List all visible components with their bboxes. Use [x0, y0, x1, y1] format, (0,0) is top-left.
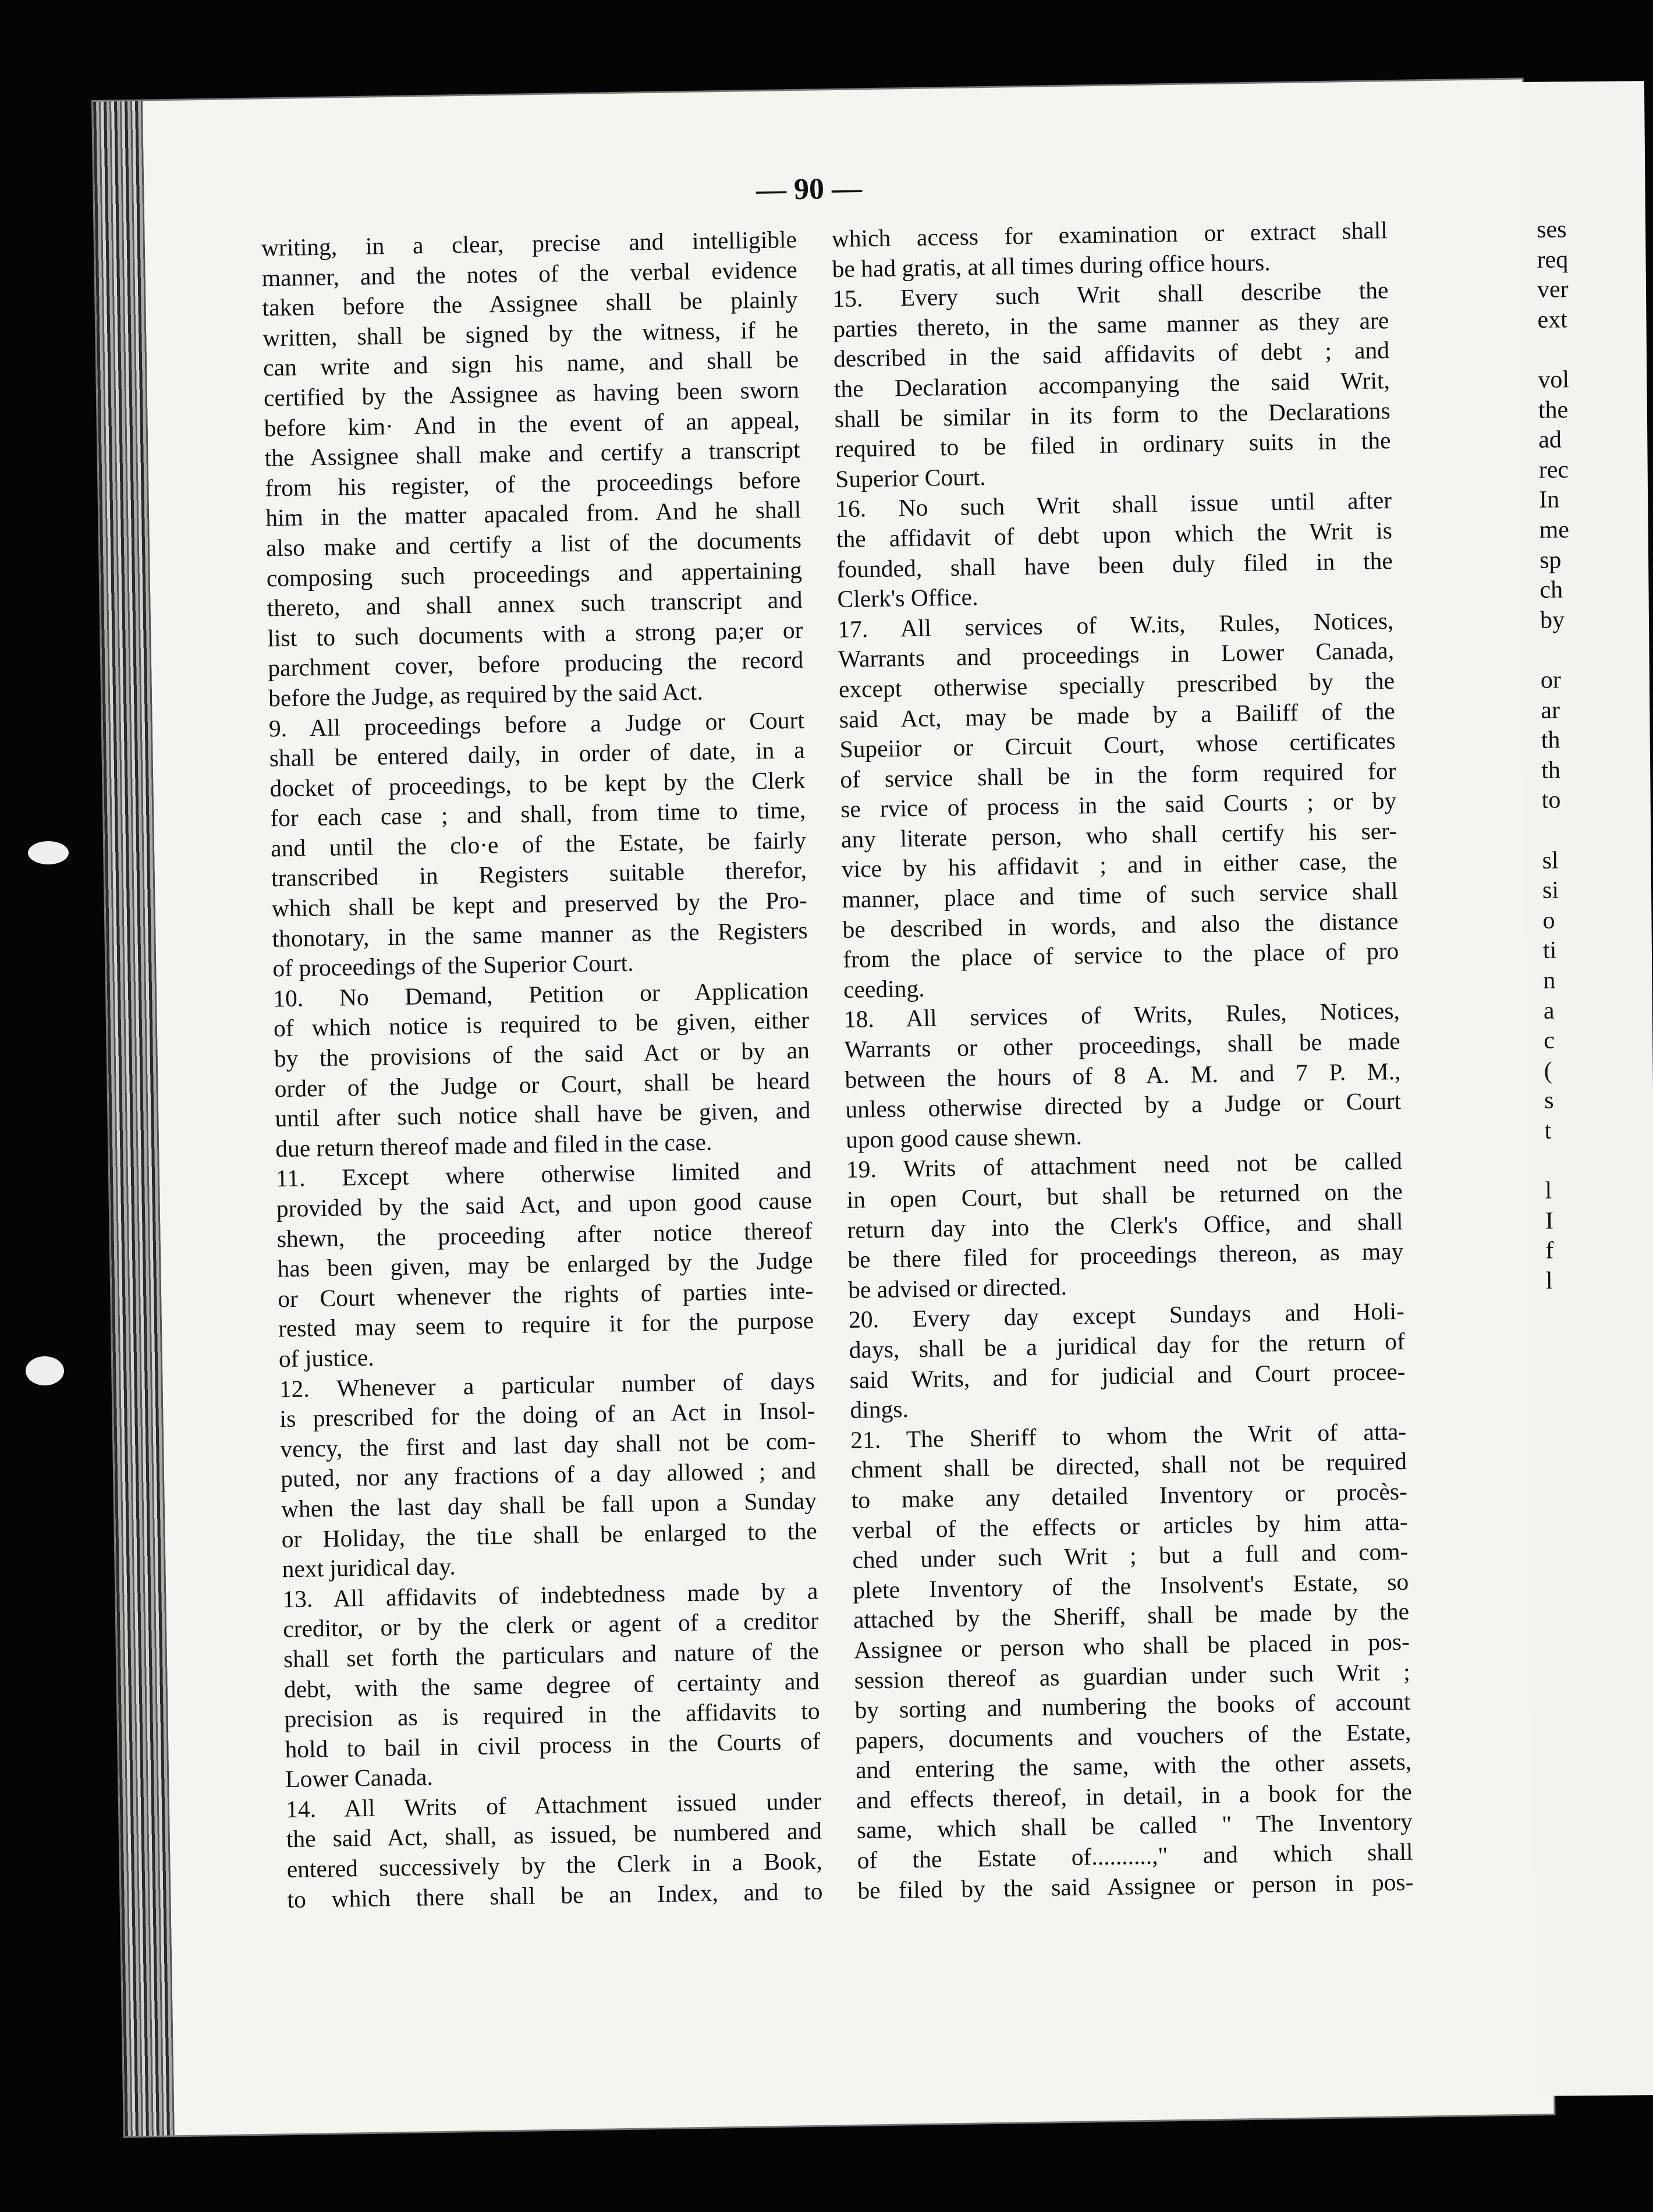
- text-line: se rvice of process in the said Courts ; or by: [840, 787, 1397, 823]
- text-line: parties thereto, in the same manner as they are: [832, 306, 1389, 342]
- paper-speck: [28, 841, 69, 864]
- text-line: be described in words, and also the distance: [842, 907, 1399, 943]
- book-page: [93, 79, 1554, 2136]
- text-line: transcribed in Registers suitable therefor,: [271, 856, 807, 892]
- text-line: of which notice is required to be given, either: [273, 1006, 810, 1042]
- facing-page-fragment: f: [1545, 1237, 1554, 1265]
- facing-page-fragment: n: [1543, 967, 1556, 994]
- text-line: any literate person, who shall certify his ser-: [840, 817, 1397, 853]
- text-line: creditor, or by the clerk or agent of a creditor: [282, 1607, 819, 1643]
- text-line: Superior Court.: [835, 463, 986, 492]
- text-line: 19. Writs of attachment need not be called: [846, 1147, 1403, 1183]
- text-line: of the Estate of..........," and which shall: [857, 1838, 1413, 1874]
- text-line: and effects thereof, in detail, in a book for the: [856, 1778, 1413, 1814]
- facing-page-fragment: vol: [1538, 366, 1570, 394]
- text-line: 12. Whenever a particular number of days: [279, 1367, 815, 1402]
- facing-page-fragment: or: [1540, 667, 1562, 694]
- text-line: the affidavit of debt upon which the Writ is: [836, 516, 1393, 552]
- text-line: Warrants and proceedings in Lower Canada,: [838, 637, 1395, 673]
- text-line: thereto, and shall annex such transcript and: [267, 586, 803, 622]
- facing-page-fragment: In: [1538, 486, 1560, 514]
- text-line: precision as is required in the affidavits to: [284, 1697, 820, 1733]
- text-line: in open Court, but shall be returned on the: [846, 1177, 1403, 1213]
- facing-page-fragment: (: [1544, 1057, 1552, 1084]
- text-line: be filed by the said Assignee or person in pos-: [857, 1868, 1414, 1904]
- facing-page-fragment: ext: [1537, 306, 1567, 334]
- text-line: the Declaration accompanying the said Writ,: [833, 367, 1390, 403]
- text-line: when the last day shall be fall upon a Sunday: [281, 1487, 817, 1523]
- text-line: next juridical day.: [282, 1552, 456, 1583]
- text-line: is prescribed for the doing of an Act in Insol-: [279, 1396, 815, 1433]
- text-line: list to such documents with a strong pa;er or: [267, 616, 803, 652]
- paper-speck: [26, 1356, 64, 1385]
- text-line: Warrants or other proceedings, shall be made: [844, 1027, 1400, 1063]
- text-line: before kim· And in the event of an appeal,: [264, 406, 800, 442]
- text-line: be advised or directed.: [847, 1272, 1067, 1303]
- text-line: between the hours of 8 A. M. and 7 P. M.,: [845, 1057, 1401, 1093]
- text-line: ched under such Writ ; but a full and com-: [852, 1537, 1409, 1573]
- text-line: shall set forth the particulars and nature of the: [283, 1637, 820, 1673]
- text-line: thonotary, in the same manner as the Registers: [272, 916, 808, 952]
- text-line: of justice.: [278, 1343, 374, 1373]
- facing-page-fragment: t: [1544, 1117, 1552, 1144]
- facing-page-fragment: ti: [1542, 937, 1557, 965]
- text-line: from the place of service to the place of pro: [842, 937, 1399, 973]
- text-line: said Writs, and for judicial and Court procee-: [849, 1357, 1406, 1394]
- text-line: 16. No such Writ shall issue until after: [835, 487, 1392, 523]
- text-line: rested may seem to require it for the purpose: [278, 1307, 814, 1342]
- text-line: 21. The Sheriff to whom the Writ of atta-: [850, 1417, 1407, 1454]
- text-line: described in the said affidavits of debt ; and: [833, 336, 1390, 373]
- text-line: be had gratis, at all times during office hours.: [832, 248, 1271, 282]
- page-number: — 90 —: [755, 172, 863, 207]
- text-line: writing, in a clear, precise and intelligible: [261, 226, 797, 261]
- facing-page-fragment: s: [1544, 1087, 1554, 1115]
- text-line: manner, place and time of such service shall: [842, 877, 1398, 913]
- text-line: Supeiior or Circuit Court, whose certificates: [839, 727, 1396, 763]
- text-line: papers, documents and vouchers of the Estate,: [855, 1718, 1411, 1754]
- text-line: upon good cause shewn.: [845, 1122, 1083, 1153]
- text-line: until after such notice shall have be given, and: [275, 1097, 811, 1132]
- text-line: due return thereof made and filed in the case.: [275, 1128, 712, 1162]
- facing-page-fragment: req: [1537, 246, 1569, 274]
- facing-page-fragment: o: [1542, 907, 1555, 934]
- facing-page-fragment: ad: [1538, 426, 1562, 453]
- text-line: days, shall be a juridical day for the return of: [849, 1327, 1406, 1363]
- text-line: of proceedings of the Superior Court.: [272, 949, 634, 982]
- text-line: or Court whenever the rights of parties inte-: [277, 1277, 814, 1313]
- text-line: composing such proceedings and appertaining: [266, 556, 803, 591]
- text-line: Assignee or person who shall be placed in pos-: [853, 1628, 1410, 1664]
- facing-page-fragment: l: [1545, 1267, 1553, 1295]
- text-line: attached by the Sheriff, shall be made by the: [853, 1598, 1410, 1634]
- facing-page-fragment: ch: [1540, 576, 1563, 604]
- text-line: taken before the Assignee shall be plainly: [262, 286, 798, 321]
- text-line: from his register, of the proceedings before: [265, 466, 801, 502]
- right-text-column: [831, 215, 1413, 1906]
- facing-page-edge: [1519, 81, 1653, 2096]
- text-line: vency, the first and last day shall not be com-: [280, 1427, 816, 1462]
- text-line: ceeding.: [843, 974, 925, 1003]
- text-line: debt, with the same degree of certainty and: [283, 1667, 820, 1703]
- text-line: 15. Every such Writ shall describe the: [832, 276, 1389, 313]
- left-text-column: [261, 225, 823, 1915]
- text-line: of service shall be in the form required for: [840, 757, 1396, 793]
- text-line: verbal of the effects or articles by him atta-: [852, 1508, 1408, 1544]
- text-line: manner, and the notes of the verbal evidence: [261, 256, 798, 292]
- text-line: plete Inventory of the Insolvent's Estate, so: [852, 1568, 1409, 1604]
- facing-page-fragment: si: [1542, 877, 1559, 904]
- text-line: for each case ; and shall, from time to time,: [270, 796, 806, 832]
- text-line: written, shall be signed by the witness, if he: [263, 316, 799, 352]
- text-line: and entering the same, with the other assets,: [855, 1748, 1412, 1784]
- text-line: vice by his affidavit ; and in either case, the: [841, 847, 1398, 883]
- text-line: or Holiday, the tiւe shall be enlarged to the: [281, 1517, 818, 1552]
- text-line: Lower Canada.: [285, 1763, 434, 1793]
- text-line: entered successively by the Clerk in a Book,: [286, 1847, 822, 1883]
- facing-page-fragment: rec: [1538, 456, 1569, 484]
- text-line: and until the clo·e of the Estate, be fairly: [270, 826, 807, 862]
- text-line: 9. All proceedings before a Judge or Court: [268, 706, 805, 742]
- text-line: except otherwise specially prescribed by the: [838, 667, 1395, 703]
- text-line: 13. All affidavits of indebtedness made by a: [282, 1577, 818, 1612]
- facing-page-fragment: ver: [1537, 276, 1569, 303]
- text-line: shall be similar in its form to the Declarations: [834, 396, 1390, 433]
- text-line: provided by the said Act, and upon good cause: [276, 1186, 813, 1222]
- facing-page-fragment: l: [1545, 1177, 1552, 1204]
- text-line: said Act, may be made by a Bailiff of the: [839, 697, 1396, 733]
- facing-page-fragment: c: [1544, 1027, 1555, 1054]
- facing-page-fragment: me: [1539, 516, 1570, 544]
- text-line: required to be filed in ordinary suits in the: [835, 427, 1391, 463]
- text-line: Clerk's Office.: [837, 583, 978, 613]
- text-line: before the Judge, as required by the said Act.: [268, 678, 704, 712]
- text-line: unless otherwise directed by a Judge or Court: [845, 1087, 1402, 1123]
- text-line: return day into the Clerk's Office, and shall: [847, 1207, 1403, 1243]
- text-line: can write and sign his name, and shall be: [263, 346, 799, 381]
- text-line: 10. No Demand, Petition or Application: [272, 976, 809, 1012]
- text-line: founded, shall have been duly filed in the: [836, 547, 1393, 583]
- text-line: to which there shall be an Index, and to: [287, 1877, 823, 1913]
- text-line: shewn, the proceeding after notice thereof: [276, 1217, 813, 1252]
- facing-page-fragment: by: [1540, 607, 1565, 634]
- text-line: 11. Except where otherwise limited and: [275, 1157, 812, 1192]
- facing-page-fragment: sl: [1542, 847, 1559, 874]
- text-line: puted, nor any fractions of a day allowed ; and: [280, 1457, 817, 1493]
- text-line: the said Act, shall, as issued, be numbered and: [286, 1817, 822, 1853]
- text-line: parchment cover, before producing the record: [267, 646, 804, 682]
- text-line: by the provisions of the said Act or by an: [274, 1036, 810, 1072]
- text-line: shall be entered daily, in order of date, in a: [269, 736, 805, 772]
- text-line: 14. All Writs of Attachment issued under: [285, 1787, 822, 1823]
- text-line: which access for examination or extract shall: [831, 217, 1388, 253]
- text-line: to make any detailed Inventory or procès-: [851, 1477, 1408, 1513]
- facing-page-fragment: to: [1541, 786, 1561, 814]
- text-line: 17. All services of W.its, Rules, Notices,: [838, 607, 1394, 643]
- facing-page-fragment: th: [1541, 726, 1560, 754]
- book-spine-edge: [93, 101, 175, 2136]
- text-line: hold to bail in civil process in the Courts of: [285, 1727, 821, 1763]
- facing-page-fragment: ar: [1541, 697, 1560, 724]
- text-line: 18. All services of Writs, Rules, Notices,: [843, 997, 1400, 1033]
- text-line: certified by the Assignee as having been sworn: [263, 375, 800, 412]
- text-line: 20. Every day except Sundays and Holi-: [848, 1298, 1405, 1334]
- text-line: order of the Judge or Court, shall be heard: [274, 1066, 810, 1102]
- facing-page-fragment: th: [1541, 757, 1561, 784]
- facing-page-fragment: sp: [1539, 546, 1562, 574]
- text-line: has been given, may be enlarged by the Judge: [277, 1247, 813, 1282]
- text-line: be there filed for proceedings thereon, as may: [847, 1238, 1404, 1274]
- facing-page-fragment: ses: [1536, 216, 1567, 243]
- text-line: chment shall be directed, shall not be required: [850, 1448, 1407, 1484]
- text-line: him in the matter apacaled from. And he shall: [265, 496, 801, 531]
- text-line: also make and certify a list of the documents: [265, 526, 802, 562]
- text-line: docket of proceedings, to be kept by the Clerk: [269, 766, 806, 802]
- facing-page-fragment: the: [1538, 396, 1569, 424]
- text-line: the Assignee shall make and certify a transcript: [264, 436, 800, 472]
- text-line: session thereof as guardian under such Writ ;: [854, 1658, 1410, 1694]
- text-line: by sorting and numbering the books of account: [854, 1688, 1411, 1724]
- text-line: which shall be kept and preserved by the Pro-: [271, 886, 808, 922]
- facing-page-fragment: I: [1545, 1207, 1554, 1235]
- text-line: dings.: [850, 1395, 909, 1424]
- facing-page-fragment: a: [1543, 997, 1555, 1025]
- text-line: same, which shall be called " The Inventory: [856, 1808, 1413, 1844]
